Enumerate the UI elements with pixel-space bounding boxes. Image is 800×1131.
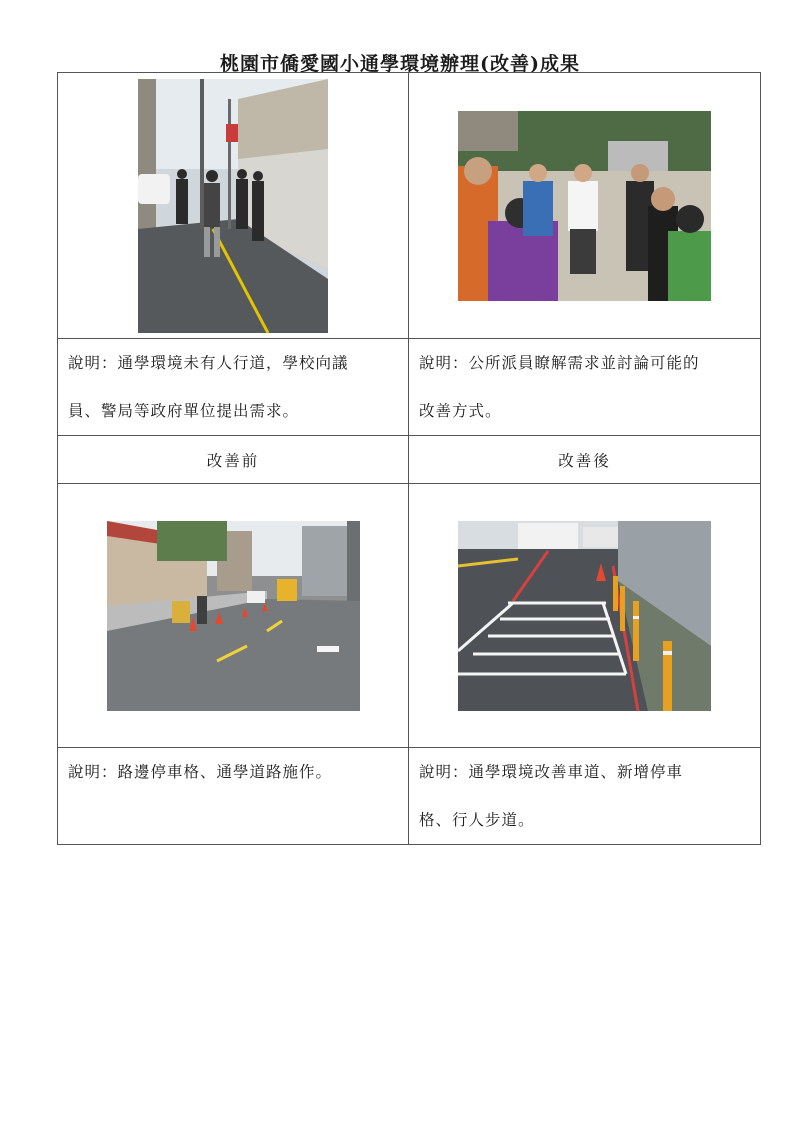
photo-row-2 bbox=[58, 484, 761, 748]
document-title: 桃園市僑愛國小通學環境辦理(改善)成果 bbox=[220, 53, 580, 75]
label-row bbox=[58, 436, 761, 484]
label-after: 改善後 bbox=[409, 436, 761, 484]
caption-discussion bbox=[409, 339, 761, 436]
caption-site-visit bbox=[58, 339, 409, 436]
photo-cell-after bbox=[409, 484, 761, 748]
photo-road-before bbox=[107, 521, 360, 711]
photo-cell-discussion bbox=[409, 73, 761, 339]
caption-line: 說明：通學環境未有人行道，學校向議 bbox=[68, 354, 349, 372]
caption-line: 說明：通學環境改善車道、新增停車 bbox=[419, 763, 684, 781]
caption-line: 格、行人步道。 bbox=[419, 811, 535, 829]
caption-line: 改善方式。 bbox=[419, 402, 502, 420]
caption-before bbox=[58, 748, 409, 845]
photo-street-inspection bbox=[138, 79, 328, 333]
caption-after bbox=[409, 748, 761, 845]
photo-cell-before bbox=[58, 484, 409, 748]
photo-row-1 bbox=[58, 73, 761, 339]
caption-line: 員、警局等政府單位提出需求。 bbox=[68, 402, 300, 420]
caption-line: 說明：路邊停車格、通學道路施作。 bbox=[68, 763, 333, 781]
caption-row-2 bbox=[58, 748, 761, 845]
caption-line: 說明：公所派員瞭解需求並討論可能的 bbox=[419, 354, 700, 372]
caption-row-1 bbox=[58, 339, 761, 436]
photo-road-after bbox=[458, 521, 711, 711]
photo-group-discussion bbox=[458, 111, 711, 301]
results-table bbox=[57, 72, 761, 845]
label-before: 改善前 bbox=[58, 436, 409, 484]
photo-cell-site-visit bbox=[58, 73, 409, 339]
